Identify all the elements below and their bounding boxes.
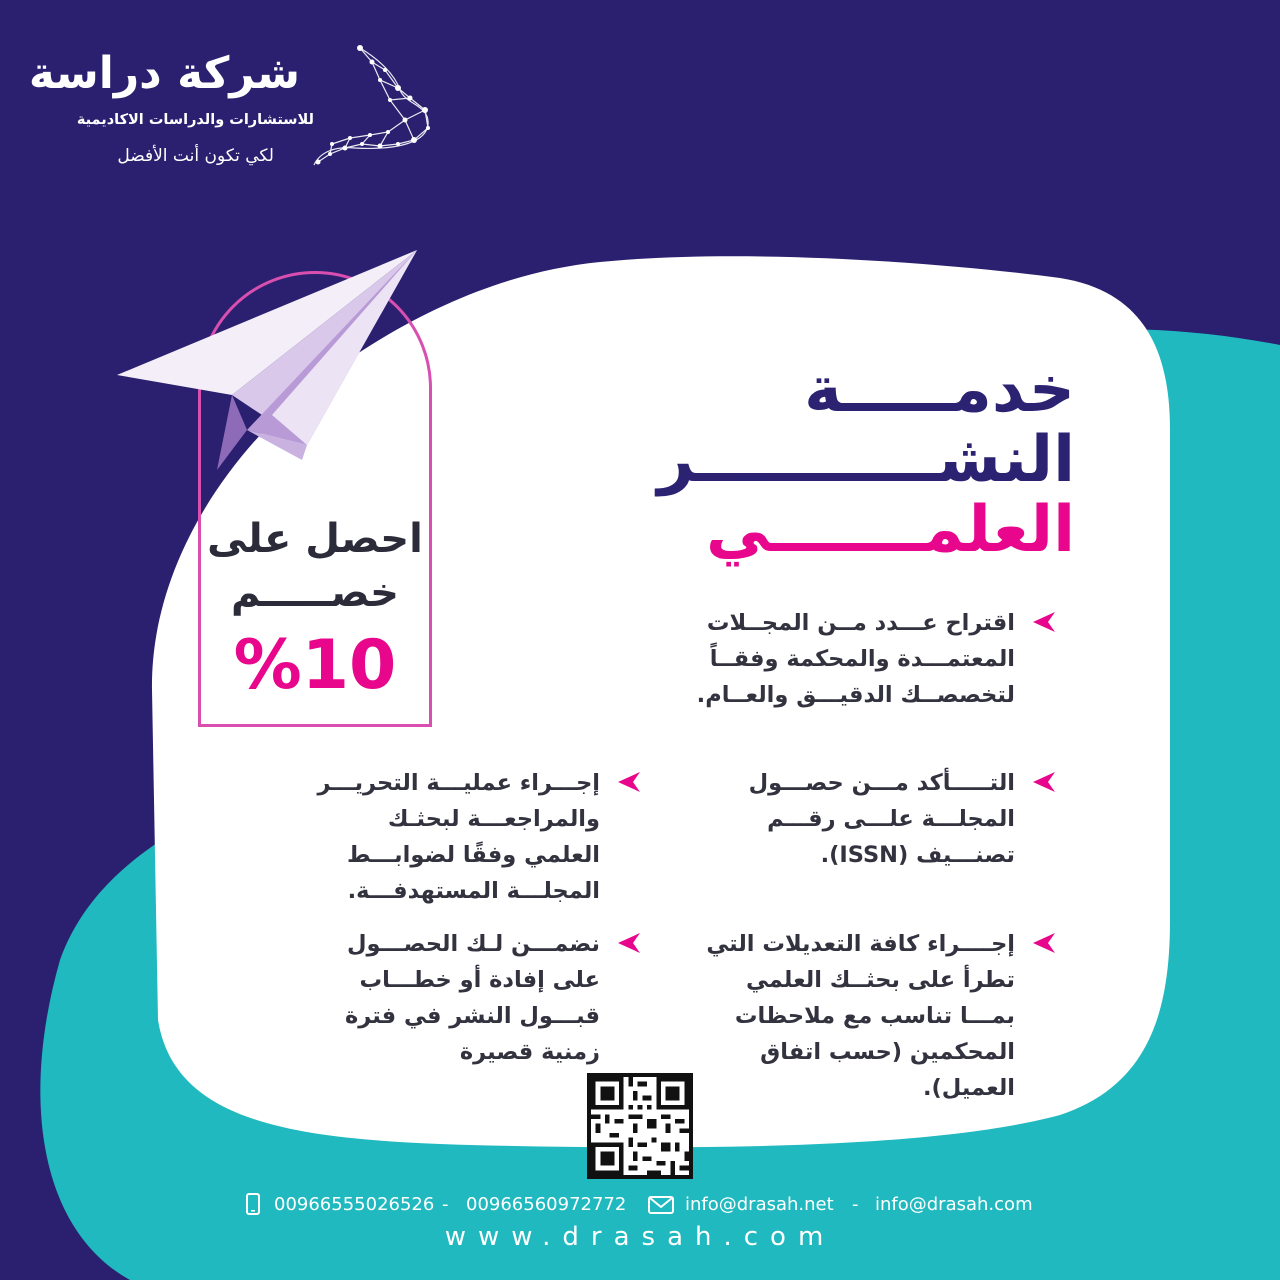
service-bullet	[685, 926, 1015, 1106]
discount-line-1: احصل على	[207, 516, 423, 562]
discount-value: %10	[233, 626, 397, 705]
arrow-left-icon	[1031, 769, 1057, 795]
service-bullet	[310, 765, 600, 909]
mail-icon	[648, 1196, 674, 1214]
contact-separator: -	[442, 1194, 449, 1215]
contact-separator: -	[852, 1194, 859, 1215]
title-line-1: خدمـــــة	[804, 353, 1075, 427]
service-bullet-text: التـــــأكد مـــن حصـــول المجلـــة علـــى رقـــم تصنـــيف (ISSN).	[748, 770, 1015, 868]
phone-number-2[interactable]: 00966560972772	[466, 1194, 627, 1215]
title-line-2: النشـــــــــــر	[657, 423, 1075, 497]
email-1[interactable]: info@drasah.net	[685, 1194, 834, 1215]
service-bullet-text: إجـــراء عمليـــة التحريـــر والمراجعـــة لبحثـك العلمي وفقًا لضوابـــط المجلـــة المستهدفـــة.	[317, 770, 600, 904]
discount-line-2: خصـــــم	[231, 570, 399, 616]
title-line-3: العلمـــــــي	[706, 493, 1075, 567]
service-bullet	[685, 605, 1015, 713]
page-title	[555, 355, 1075, 565]
arrow-left-icon	[1031, 609, 1057, 635]
service-bullet	[685, 765, 1015, 873]
phone-icon	[246, 1193, 260, 1215]
network-swirl-icon	[310, 40, 445, 175]
service-bullet-text: إجــــراء كافة التعديلات التي تطرأ على بحثــك العلمي بمـــا تناسب مع ملاحظات المحكمين (حسب اتفاق العميل).	[706, 931, 1015, 1101]
qr-code-icon	[591, 1077, 689, 1175]
arrow-left-icon	[616, 930, 642, 956]
arrow-left-icon	[1031, 930, 1057, 956]
brand-name: شركة دراسة	[28, 48, 300, 99]
paper-plane-icon	[112, 245, 422, 475]
arrow-left-icon	[616, 769, 642, 795]
service-bullet-text: نضمـــن لـك الحصـــول على إفادة أو خطـــاب قبـــول النشر في فترة زمنية قصيرة	[344, 931, 600, 1065]
service-bullet-text: اقتراح عـــدد مــن المجــلات المعتمـــدة والمحكمة وفقــاً لتخصصــك الدقيـــق والعــام.	[696, 610, 1015, 708]
brand-block	[28, 48, 314, 178]
phone-number-1[interactable]: 00966555026526	[274, 1194, 435, 1215]
contact-bar	[240, 1190, 1040, 1220]
brand-slogan: لكي تكون أنت الأفضل	[117, 146, 274, 166]
email-2[interactable]: info@drasah.com	[875, 1194, 1033, 1215]
service-bullet	[310, 926, 600, 1070]
website-link[interactable]: www.drasah.com	[444, 1222, 836, 1252]
qr-code[interactable]	[587, 1073, 693, 1179]
discount-offer	[205, 512, 425, 708]
brand-subtitle: للاستشارات والدراسات الاكاديمية	[76, 112, 314, 128]
